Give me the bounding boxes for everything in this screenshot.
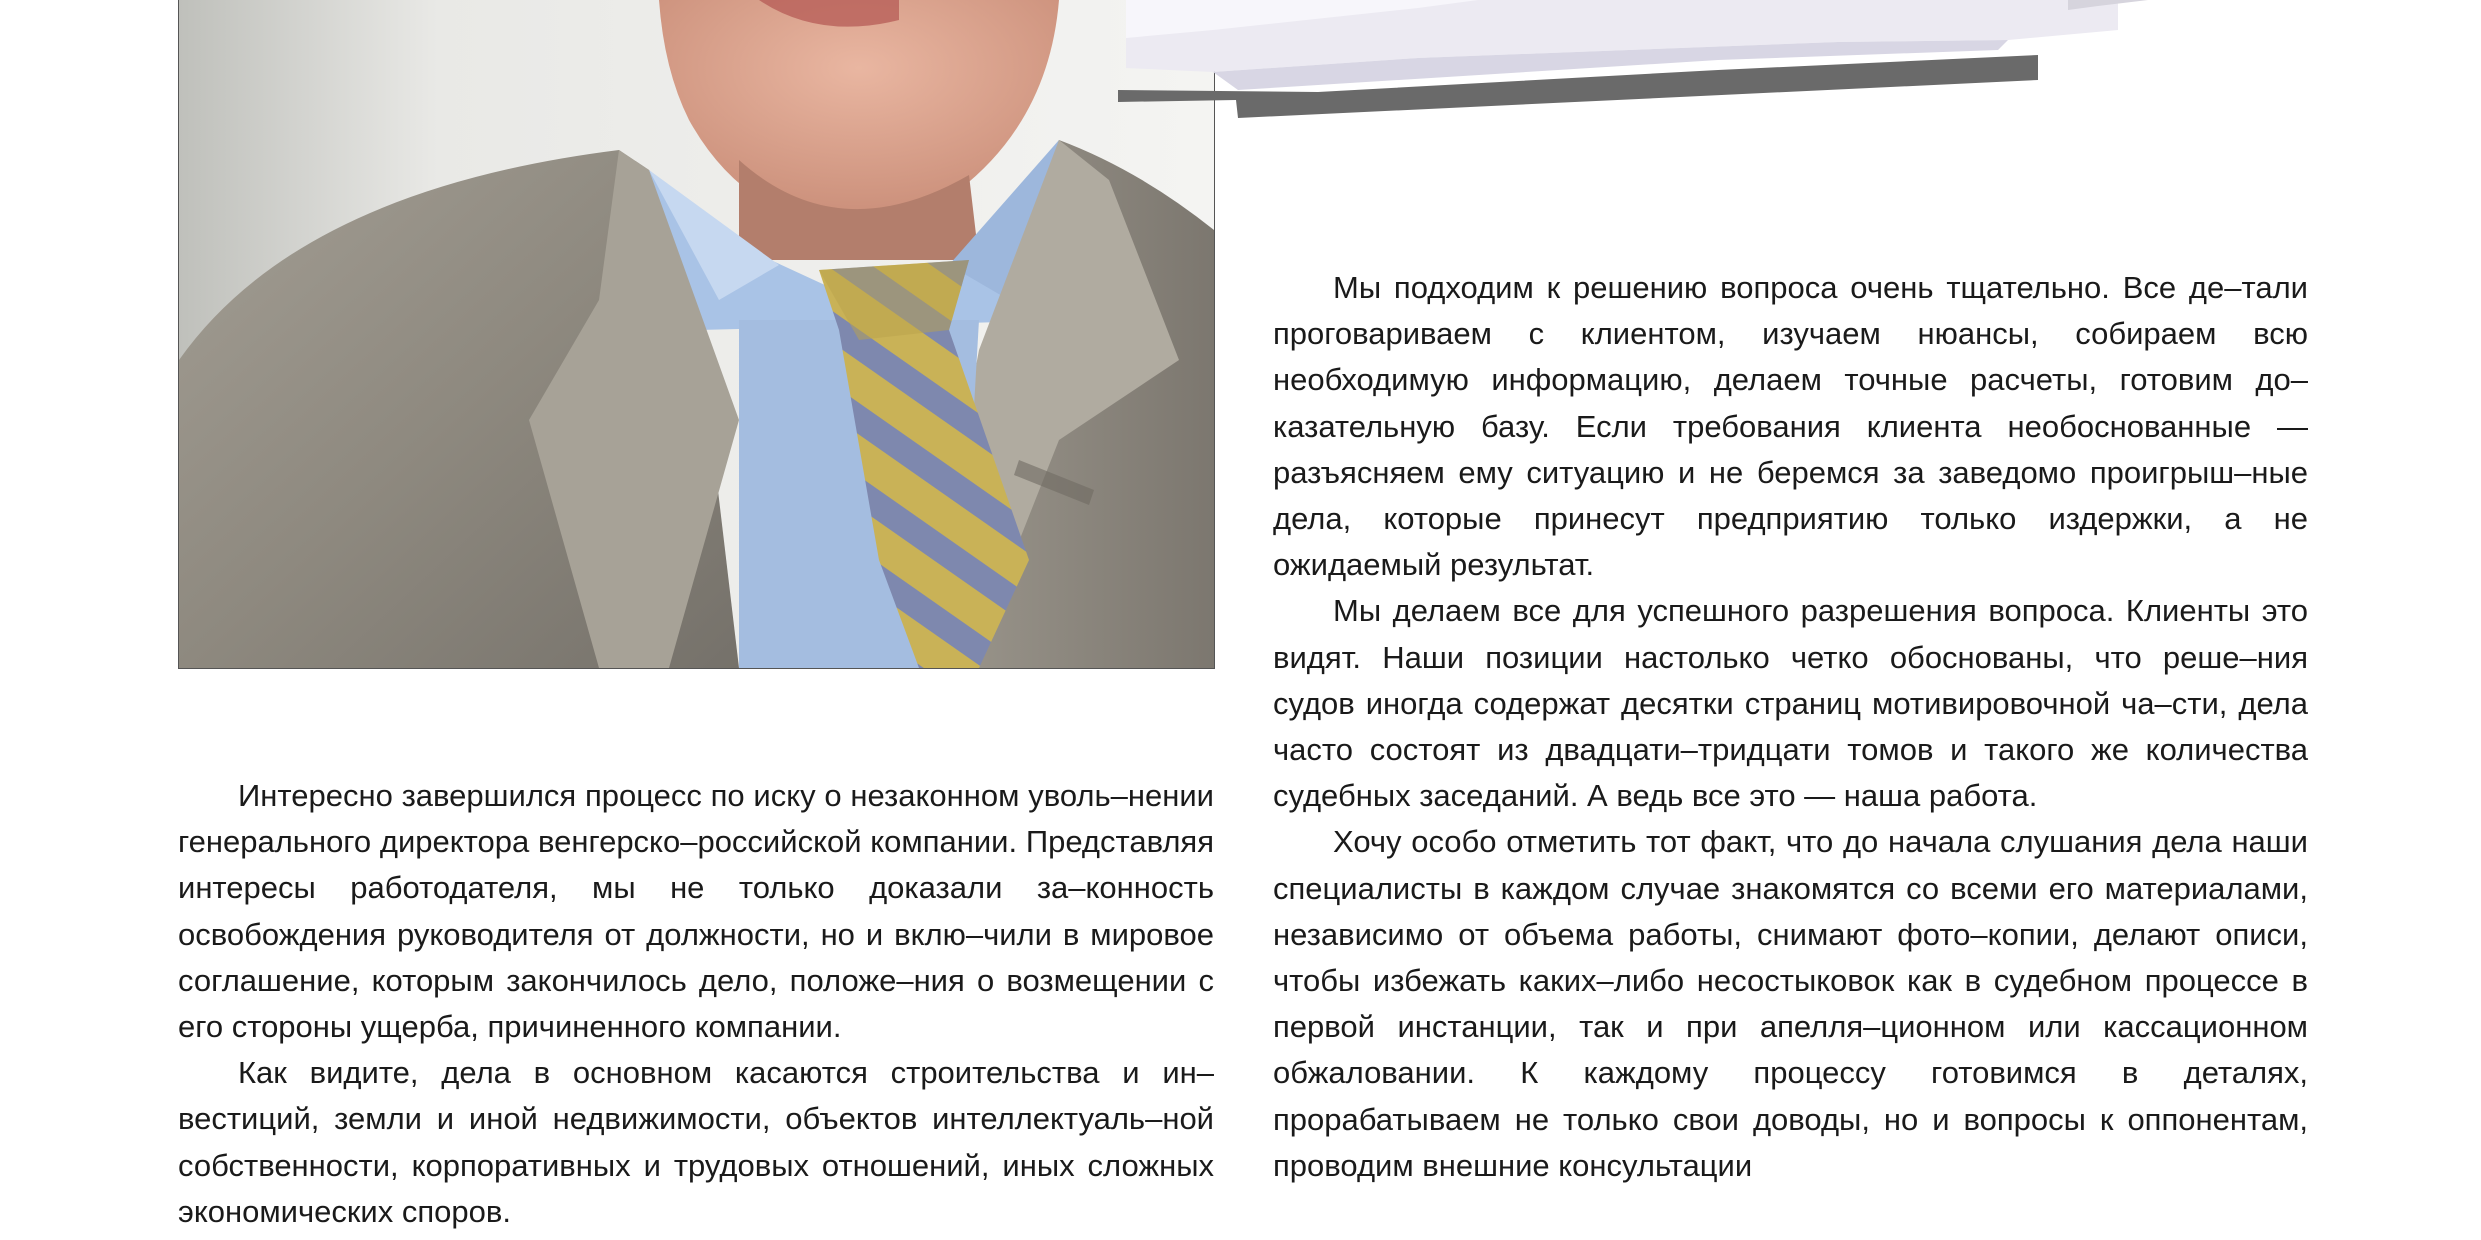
portrait-photo <box>178 0 1215 669</box>
stacked-papers-graphic <box>1118 0 2148 120</box>
papers-illustration <box>1118 0 2148 120</box>
paragraph: Хочу особо отметить тот факт, что до начала слушания дела наши специалисты в каждом случае знакомятся со всеми его материалами, независимо от объема работы, снимают фото–копии, делают описи, чтобы избежать каких–либо несостыковок как в судебном процессе в первой инстанции, так и при апелля–ционном или кассационном обжаловании. К каждому процессу готовимся в деталях, прорабатываем не только свои доводы, но и вопросы к оппонентам, проводим внешние консультации <box>1273 824 2308 1183</box>
portrait-illustration <box>179 0 1214 668</box>
paragraph: Интересно завершился процесс по иску о незаконном уволь–нении генерального директора венгерско–российской компании. Представляя интересы работодателя, мы не только доказали за–конность освобождения руководителя от должности, но и вклю–чили в мировое соглашение, которым закончилось дело, положе–ния о возмещении с его стороны ущерба, причиненного компании. <box>178 778 1214 1045</box>
paragraph: Как видите, дела в основном касаются строительства и ин–вестиций, земли и иной недвижимости, объектов интеллектуаль–ной собственности, корпоративных и трудовых отношений, иных сложных экономических споров. <box>178 1055 1214 1229</box>
paragraph: Мы подходим к решению вопроса очень тщательно. Все де–тали проговариваем с клиентом, изучаем нюансы, собираем всю необходимую информацию, делаем точные расчеты, готовим до–казательную базу. Если требования клиента необоснованные — разъясняем ему ситуацию и не беремся за заведомо проигрыш–ные дела, которые принесут предприятию только издержки, а не ожидаемый результат. <box>1273 270 2308 583</box>
text-column-left <box>178 773 1214 1235</box>
text-column-right <box>1273 265 2308 1189</box>
paragraph: Мы делаем все для успешного разрешения вопроса. Клиенты это видят. Наши позиции настолько четко обоснованы, что реше–ния судов иногда содержат десятки страниц мотивировочной ча–сти, дела часто состоят из двадцати–тридцати томов и такого же количества судебных заседаний. А ведь все это — наша работа. <box>1273 593 2308 814</box>
